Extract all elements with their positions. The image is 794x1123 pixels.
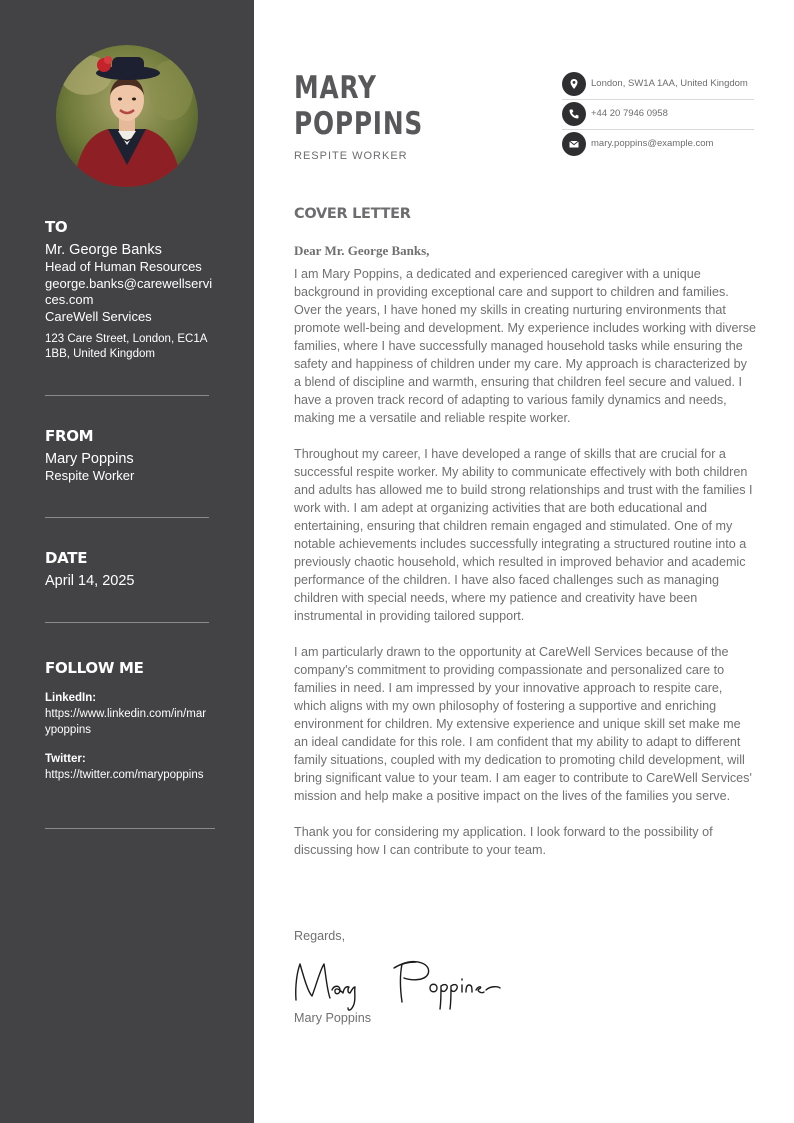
handwritten-signature (290, 952, 505, 1019)
sender-position: Respite Worker (45, 468, 135, 483)
divider (45, 517, 209, 518)
from-heading: FROM (45, 427, 94, 445)
divider (45, 622, 209, 623)
salutation: Dear Mr. George Banks, (294, 243, 430, 258)
first-name: MARY (294, 70, 377, 106)
follow-heading: FOLLOW ME (45, 659, 144, 677)
email-text[interactable]: mary.poppins@example.com (591, 138, 714, 149)
to-heading: TO (45, 218, 68, 236)
from-section (45, 427, 215, 485)
paragraph: I am particularly drawn to the opportunity at CareWell Services because of the company's commitment to providing compassionate and personalized care to families in need. I am impressed by your innovative approach to respite care, which aligns with my own philosophy of fostering a supportive and enriching environment for children. My extensive experience and unique skill set make me an ideal candidate for this role. I am confident that my ability to adapt to different family situations, coupled with my dedication to promoting child development, will bring significant value to your team. I am eager to contribute to CareWell Services' mission and help make a positive impact on the lives of the families you serve. (294, 645, 752, 803)
twitter-label: Twitter: (45, 753, 86, 765)
contact-phone (562, 100, 754, 130)
sidebar (0, 0, 254, 1123)
contact-block (562, 70, 754, 159)
recipient-email[interactable]: george.banks@carewellservices.com (45, 275, 213, 307)
follow-section (45, 659, 210, 783)
closing: Regards, (294, 929, 346, 943)
linkedin-link[interactable]: https://www.linkedin.com/in/marypoppins (45, 708, 207, 736)
sender-name: Mary Poppins (45, 451, 134, 467)
job-title: RESPITE WORKER (294, 150, 408, 162)
phone-icon (562, 102, 586, 126)
last-name: POPPINS (294, 106, 424, 142)
contact-email (562, 130, 754, 159)
name-block (294, 70, 455, 162)
linkedin-label: LinkedIn: (45, 692, 97, 704)
to-section (45, 218, 215, 362)
letter-title: COVER LETTER (294, 206, 411, 222)
date-heading: DATE (45, 549, 88, 567)
location-pin-icon (562, 72, 586, 96)
recipient-name: Mr. George Banks (45, 242, 162, 258)
divider (45, 828, 215, 829)
divider (45, 395, 209, 396)
address-text: London, SW1A 1AA, United Kingdom (591, 78, 748, 89)
paragraph: Thank you for considering my application. I look forward to the possibility of discussing how I can contribute to your team. (294, 825, 713, 857)
paragraph: I am Mary Poppins, a dedicated and experienced caregiver with a unique background in providing exceptional care and support to children and families. Over the years, I have honed my skills in creating nurturing environments that promote well-being and development. My experience includes working with diverse families, where I have successfully managed household tasks while ensuring the safety and happiness of children under my care. My approach is characterized by a blend of discipline and warmth, ensuring that children feel secure and valued. I have a proven track record of adapting to various family dynamics and needs, making me a versatile and reliable respite worker. (294, 267, 757, 425)
letter-date: April 14, 2025 (45, 573, 135, 589)
recipient-position: Head of Human Resources (45, 259, 202, 274)
date-section (45, 549, 215, 590)
signature-name: Mary Poppins (294, 1011, 371, 1025)
contact-address (562, 70, 754, 100)
recipient-address: 123 Care Street, London, EC1A 1BB, United Kingdom (45, 333, 207, 360)
twitter-link[interactable]: https://twitter.com/marypoppins (45, 769, 204, 781)
phone-text[interactable]: +44 20 7946 0958 (591, 108, 668, 119)
profile-photo (56, 45, 198, 187)
envelope-icon (562, 132, 586, 156)
recipient-company: CareWell Services (45, 308, 152, 324)
paragraph: Throughout my career, I have developed a range of skills that are crucial for a successful respite worker. My ability to communicate effectively with both children and adults has allowed me to build strong relationships and trust with the families I work with. I am adept at organizing activities that are both educational and entertaining, ensuring that children remain engaged and stimulated. One of my notable achievements includes successfully integrating a structured routine into a previously chaotic household, which resulted in improved behavior and academic performance of the children. I have also faced challenges such as managing children with special needs, where my patience and creativity have been instrumental in providing tailored support. (294, 447, 753, 623)
letter-body (294, 243, 756, 877)
